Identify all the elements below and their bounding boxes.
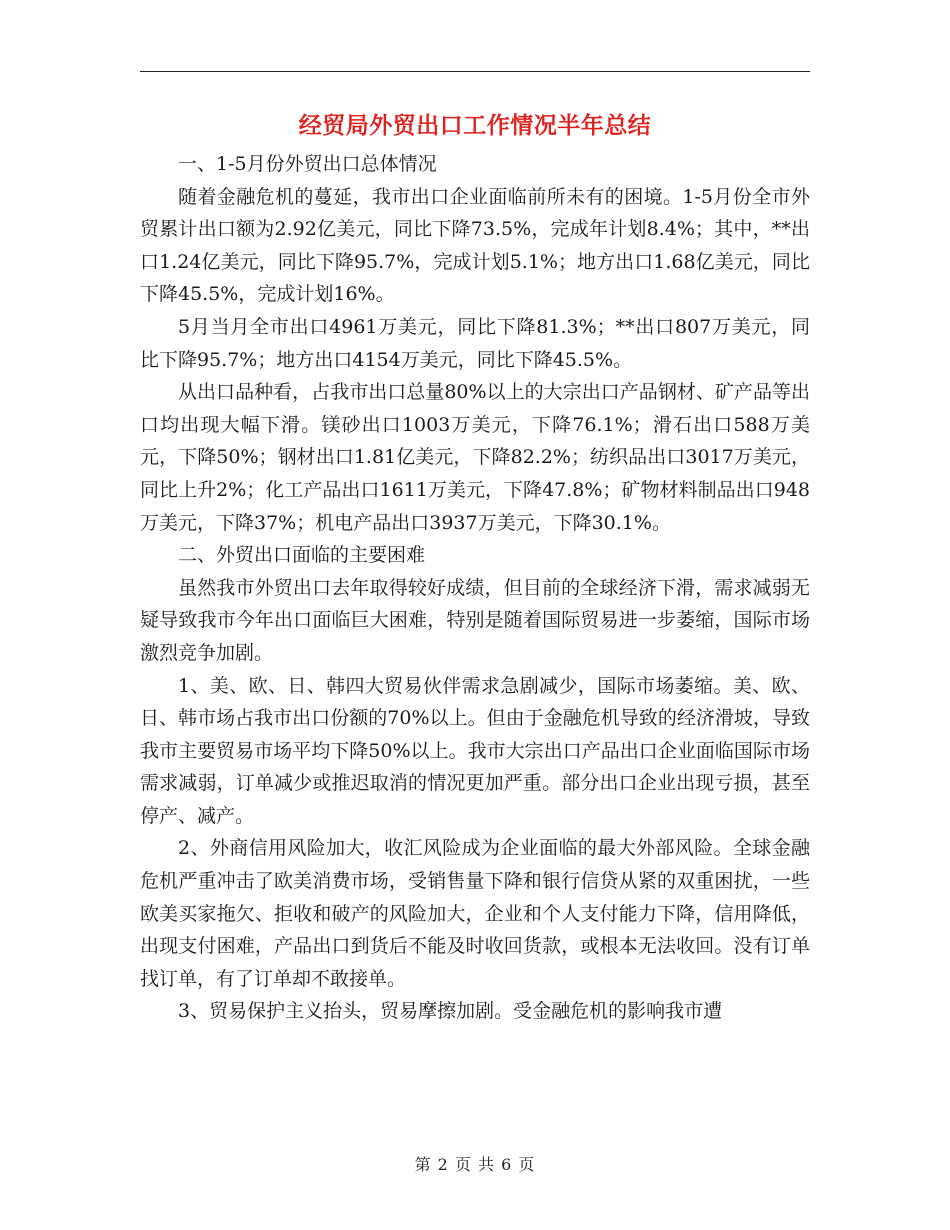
paragraph: 3、贸易保护主义抬头，贸易摩擦加剧。受金融危机的影响我市遭	[178, 1000, 723, 1023]
paragraph: 5月当月全市出口4961万美元，同比下降81.3%；**出口807万美元，同比下降95.7%；地方出口4154万美元，同比下降45.5%。	[140, 315, 810, 371]
paragraph: 随着金融危机的蔓延，我市出口企业面临前所未有的困境。1-5月份全市外贸累计出口额为2.92亿美元，同比下降73.5%，完成年计划8.4%；其中，**出口1.24亿美元，同比下降95.7%，完成计划5.1%；地方出口1.68亿美元，同比下降45.5%，完成计划16%。	[140, 185, 810, 306]
document-body	[140, 148, 810, 1028]
paragraph: 2、外商信用风险加大，收汇风险成为企业面临的最大外部风险。全球金融危机严重冲击了欧美消费市场，受销售量下降和银行信贷从紧的双重困扰，一些欧美买家拖欠、拒收和破产的风险加大，企业和个人支付能力下降，信用降低，出现支付困难，产品出口到货后不能及时收回货款，或根本无法收回。没有订单找订单，有了订单却不敢接单。	[140, 837, 810, 990]
section-heading-2: 二、外贸出口面临的主要困难	[178, 544, 426, 567]
section-heading-1: 一、1-5月份外贸出口总体情况	[178, 153, 437, 175]
header-rule	[140, 71, 810, 72]
paragraph: 1、美、欧、日、韩四大贸易伙伴需求急剧减少，国际市场萎缩。美、欧、日、韩市场占我市出口份额的70%以上。但由于金融危机导致的经济滑坡，导致我市主要贸易市场平均下降50%以上。我市大宗出口产品出口企业面临国际市场需求减弱，订单减少或推迟取消的情况更加严重。部分出口企业出现亏损，甚至停产、减产。	[140, 674, 810, 827]
paragraph: 虽然我市外贸出口去年取得较好成绩，但目前的全球经济下滑，需求减弱无疑导致我市今年出口面临巨大困难，特别是随着国际贸易进一步萎缩，国际市场激烈竞争加剧。	[140, 576, 810, 664]
paragraph: 从出口品种看，占我市出口总量80%以上的大宗出口产品钢材、矿产品等出口均出现大幅下滑。镁砂出口1003万美元，下降76.1%；滑石出口588万美元，下降50%；钢材出口1.81亿美元，下降82.2%；纺织品出口3017万美元，同比上升2%；化工产品出口1611万美元，下降47.8%；矿物材料制品出口948万美元，下降37%；机电产品出口3937万美元，下降30.1%。	[140, 381, 810, 534]
document-title: 经贸局外贸出口工作情况半年总结	[298, 112, 652, 139]
page-footer: 第 2 页 共 6 页	[414, 1155, 536, 1174]
